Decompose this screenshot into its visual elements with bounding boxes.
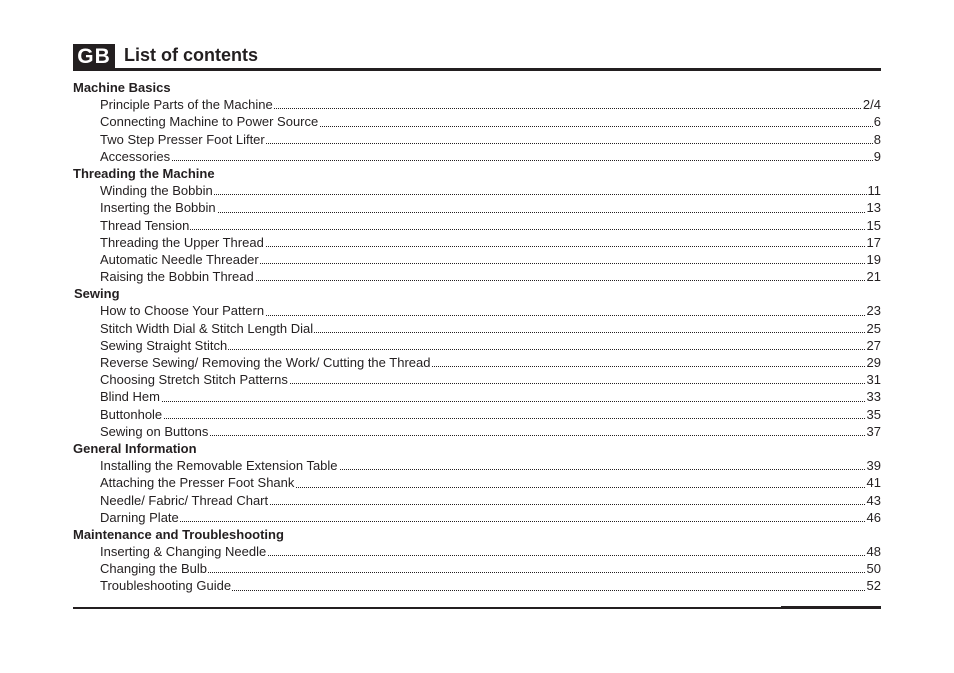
dot-leader [100, 160, 881, 161]
dot-leader [100, 418, 881, 419]
footer-divider [73, 607, 881, 609]
toc-entry[interactable] [100, 113, 881, 130]
toc-entry-label: Inserting the Bobbin [100, 200, 216, 216]
toc-entry-label: Raising the Bobbin Thread [100, 269, 254, 285]
toc-entry-label: Sewing on Buttons [100, 423, 209, 439]
toc-entry[interactable] [100, 388, 881, 405]
language-badge: GB [73, 44, 115, 68]
toc-entry[interactable] [100, 182, 881, 199]
toc-entry-page: 23 [866, 303, 881, 319]
toc-entry-page: 8 [873, 131, 881, 147]
toc-entry-page: 46 [866, 509, 881, 525]
dot-leader [100, 212, 881, 213]
toc-entry-page: 52 [866, 578, 881, 594]
toc-entry-label: Reverse Sewing/ Removing the Work/ Cutting the Thread [100, 355, 431, 370]
toc-entry[interactable] [100, 302, 881, 319]
toc-entry[interactable] [100, 474, 881, 491]
toc-entry-label: Connecting Machine to Power Source [100, 114, 319, 130]
toc-entry[interactable] [100, 560, 881, 577]
toc-entry[interactable] [100, 337, 881, 354]
dot-leader [100, 521, 881, 522]
toc-entry-label: Attaching the Presser Foot Shank [100, 475, 295, 491]
toc-entry-page: 17 [866, 234, 881, 250]
dot-leader [100, 401, 881, 402]
toc-entry[interactable] [100, 148, 881, 165]
dot-leader [100, 229, 881, 230]
toc-entry[interactable] [100, 509, 881, 526]
table-of-contents [73, 79, 881, 595]
toc-entry-label: Thread Tension [100, 217, 190, 233]
toc-entry-page: 50 [866, 561, 881, 577]
section-heading: General Information [73, 440, 197, 456]
header-divider [73, 68, 881, 71]
toc-entry-page: 6 [873, 114, 881, 130]
toc-entry-label: Automatic Needle Threader [100, 251, 259, 267]
toc-entry-label: Inserting & Changing Needle [100, 544, 267, 560]
toc-entry-label: Installing the Removable Extension Table [100, 458, 338, 474]
section-heading: Sewing [74, 286, 120, 302]
toc-entry-page: 29 [866, 355, 881, 370]
toc-entry[interactable] [100, 217, 881, 234]
toc-entry-page: 33 [866, 389, 881, 405]
dot-leader [100, 435, 881, 436]
toc-entry-page: 11 [867, 183, 881, 199]
toc-entry-page: 31 [866, 372, 881, 388]
toc-entry-label: Stitch Width Dial & Stitch Length Dial [100, 320, 314, 336]
toc-entry-label: Troubleshooting Guide [100, 578, 232, 594]
toc-entry-label: Darning Plate [100, 509, 179, 525]
toc-entry[interactable] [100, 423, 881, 440]
toc-entry[interactable] [100, 371, 881, 388]
section-heading: Machine Basics [73, 80, 171, 95]
toc-entry[interactable] [100, 268, 881, 285]
toc-entry-page: 48 [866, 544, 881, 560]
toc-entry[interactable] [100, 354, 881, 371]
toc-entry-label: Winding the Bobbin [100, 183, 213, 199]
toc-entry[interactable] [100, 320, 881, 337]
toc-entry[interactable] [100, 251, 881, 268]
toc-entry[interactable] [100, 199, 881, 216]
toc-entry-label: How to Choose Your Pattern [100, 303, 265, 319]
toc-entry-page: 39 [866, 458, 881, 474]
toc-entry-label: Accessories [100, 148, 171, 164]
toc-entry-page: 35 [866, 406, 881, 422]
toc-entry-page: 13 [866, 200, 881, 216]
toc-entry-page: 19 [866, 251, 881, 267]
toc-entry-page: 27 [866, 337, 881, 353]
toc-entry-page: 15 [866, 217, 881, 233]
toc-entry-page: 21 [866, 269, 881, 285]
toc-entry-label: Buttonhole [100, 406, 163, 422]
page-title: List of contents [124, 45, 258, 65]
toc-entry[interactable] [100, 131, 881, 148]
toc-entry-page: 43 [866, 492, 881, 508]
page-header [73, 44, 881, 68]
toc-entry-page: 37 [866, 423, 881, 439]
toc-entry[interactable] [100, 543, 881, 560]
toc-entry-label: Changing the Bulb [100, 561, 207, 577]
toc-entry-page: 41 [866, 475, 881, 491]
toc-entry[interactable] [100, 457, 881, 474]
footer-divider-accent [781, 606, 881, 608]
toc-entry-label: Blind Hem [100, 389, 160, 405]
dot-leader [100, 194, 881, 195]
toc-entry-label: Threading the Upper Thread [100, 234, 264, 250]
toc-entry-label: Choosing Stretch Stitch Patterns [100, 372, 288, 388]
toc-entry[interactable] [100, 577, 881, 594]
toc-entry[interactable] [100, 96, 881, 113]
section-heading: Maintenance and Troubleshooting [73, 526, 284, 542]
toc-entry-page: 2/4 [862, 97, 881, 113]
toc-entry-page: 25 [866, 320, 881, 336]
toc-entry[interactable] [100, 492, 881, 509]
toc-entry-label: Needle/ Fabric/ Thread Chart [100, 492, 269, 508]
toc-entry-page: 9 [873, 148, 881, 164]
toc-entry[interactable] [100, 234, 881, 251]
dot-leader [100, 572, 881, 573]
section-heading: Threading the Machine [73, 165, 215, 181]
toc-entry-label: Sewing Straight Stitch [100, 337, 228, 353]
toc-entry-label: Two Step Presser Foot Lifter [100, 131, 265, 147]
toc-entry-label: Principle Parts of the Machine [100, 97, 273, 113]
toc-entry[interactable] [100, 406, 881, 423]
